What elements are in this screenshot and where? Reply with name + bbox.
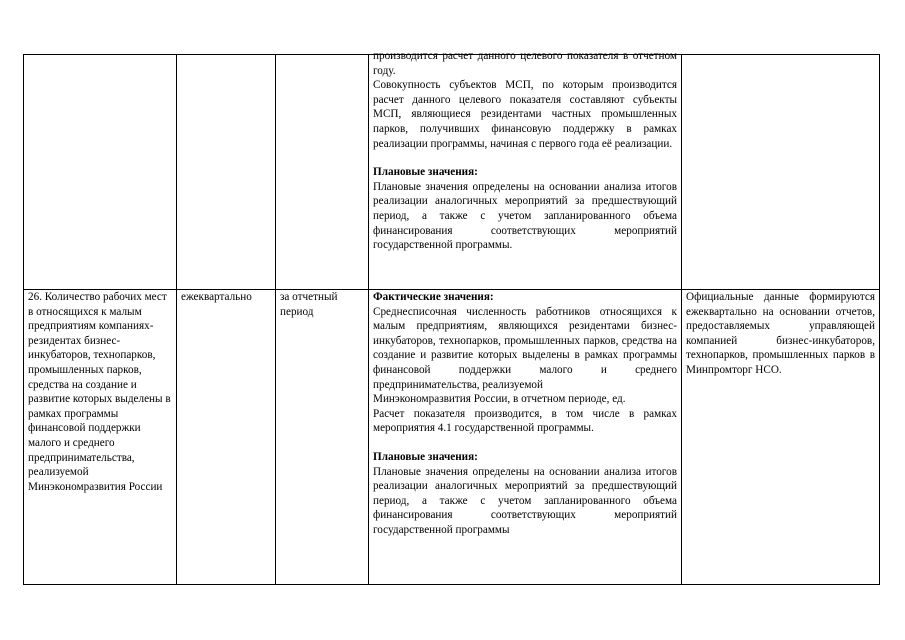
table-row (24, 55, 880, 290)
actual-text-2: Минэкономразвития России, в отчетном периоде, ед. (373, 393, 626, 406)
indicator-cell (24, 55, 177, 290)
actual-text: Среднесписочная численность работников относящихся к малым предприятиям, являющихся резидентами бизнес-инкубаторов, технопарков, промышленных парков, средства на создание и развитие которых выделены в рамках программы финансовой поддержки малого и среднего предпринимательства, реализуемой (373, 305, 677, 391)
source-cell (682, 290, 880, 585)
source-cell (682, 55, 880, 290)
calc-note: Расчет показателя производится, в том числе в рамках мероприятия 4.1 государственной программы. (373, 407, 677, 435)
periodicity-cell (177, 55, 276, 290)
planned-heading: Плановые значения: (373, 166, 478, 179)
table-row (24, 290, 880, 585)
planned-text: Плановые значения определены на основании анализа итогов реализации аналогичных мероприятий за предшествующий период, а также с учетом запланированного объема финансирования соответствующих мероприятий государственной программы. (373, 180, 677, 252)
period-cell (276, 55, 369, 290)
method-cell (369, 50, 682, 290)
planned-heading: Плановые значения: (373, 450, 478, 463)
actual-heading: Фактические значения: (373, 291, 494, 303)
period-value: за отчетный период (280, 291, 338, 318)
method-cell (369, 290, 682, 585)
description-text: Совокупность субъектов МСП, по которым производится расчет данного целевого показателя составляют субъекты МСП, являющиеся резидентами частных промышленных парков, получивших финансовую поддержку в рамках реализации программы, начиная с первого года её реализации. (373, 79, 677, 150)
indicator-name: 26. Количество рабочих мест в относящихся к малым предприятиям компаниях-резидентах бизнес-инкубаторов, технопарков, промышленных парков, средства на создание и развитие которых выделены в рамках программы финансовой поддержки малого и среднего предпринимательства, реализуемой Минэкономразвития России (28, 291, 171, 493)
indicator-table (23, 50, 880, 585)
source-text: Официальные данные формируются ежеквартально на основании отчетов, предоставляемых управляющей компанией бизнес-инкубаторов, технопарков, промышленных парков в Минпромторг НСО. (686, 291, 875, 376)
description-text: производится расчет данного целевого показателя в отчетном году. (373, 50, 677, 77)
indicator-cell (24, 290, 177, 585)
planned-text: Плановые значения определены на основании анализа итогов реализации аналогичных мероприятий за предшествующий период, а также с учетом запланированного объема финансирования соответствующих мероприятий государственной программы (373, 465, 677, 536)
periodicity-cell (177, 290, 276, 585)
periodicity-value: ежеквартально (181, 291, 252, 303)
period-cell (276, 290, 369, 585)
